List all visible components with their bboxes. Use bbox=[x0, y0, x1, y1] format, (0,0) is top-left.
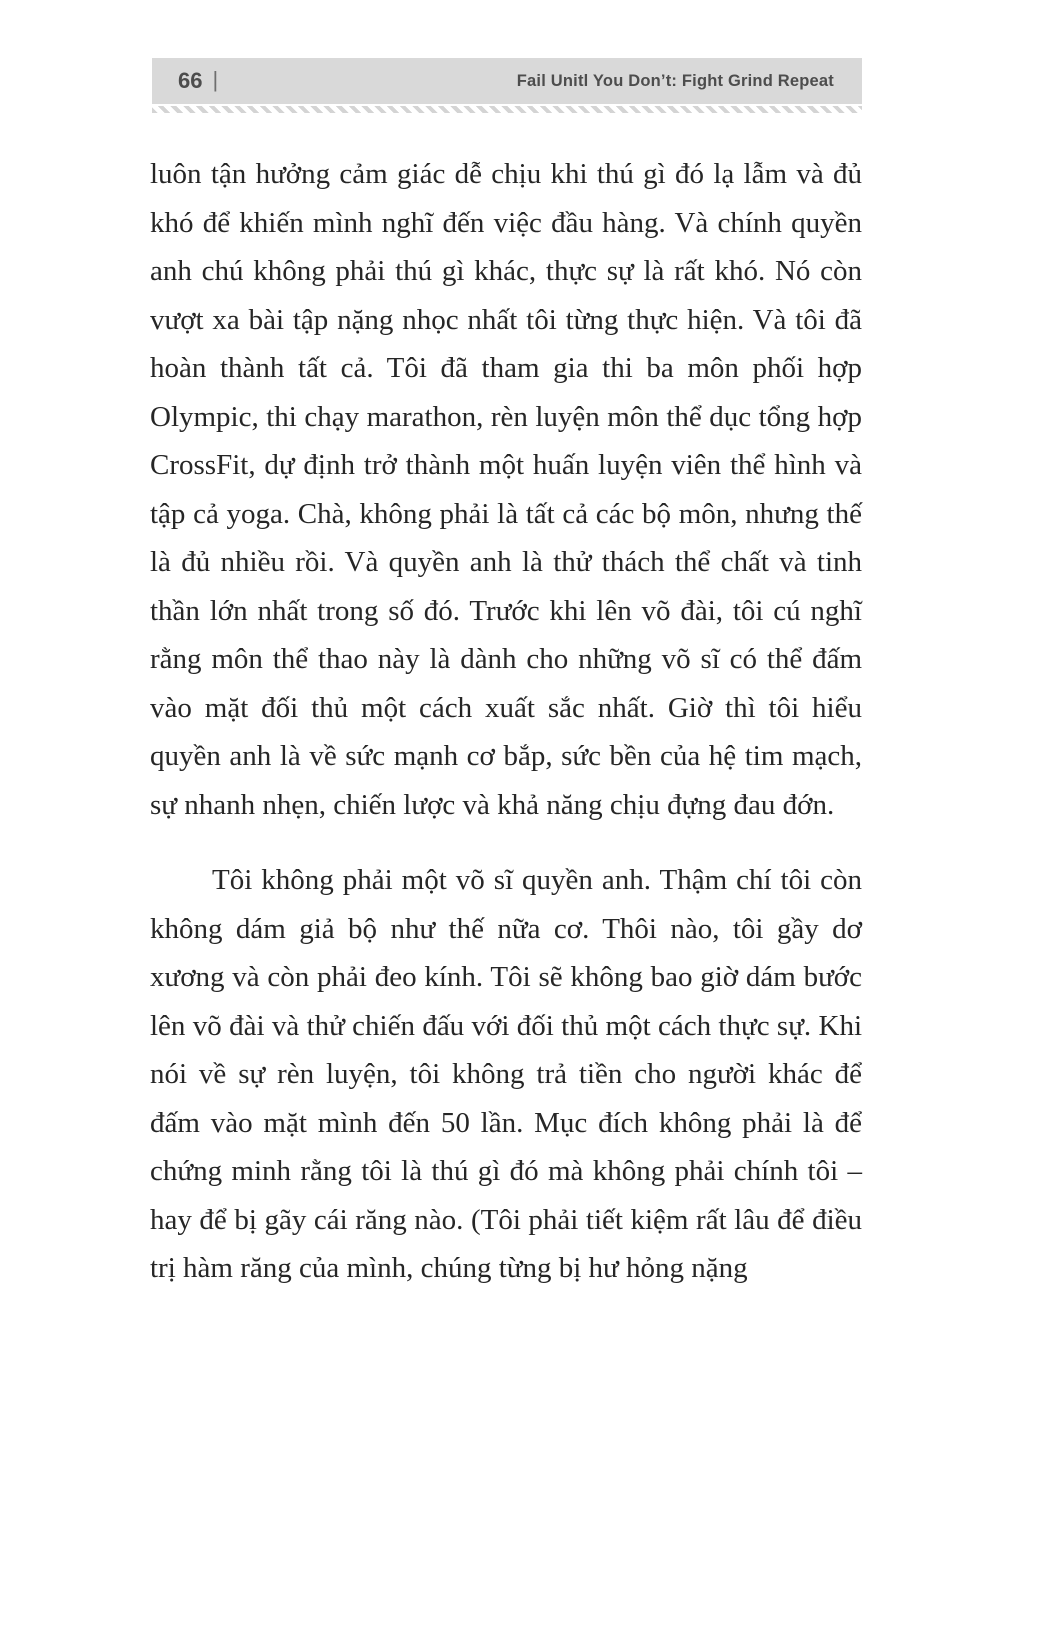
paragraph: luôn tận hưởng cảm giác dễ chịu khi thú gì đó lạ lẫm và đủ khó để khiến mình nghĩ đến việc đầu hàng. Và chính quyền anh chú không phải thú gì khác, thực sự là rất khó. Nó còn vượt xa bài tập nặng nhọc nhất tôi từng thực hiện. Và tôi đã hoàn thành tất cả. Tôi đã tham gia thi ba môn phối hợp Olympic, thi chạy marathon, rèn luyện môn thể dục tổng hợp CrossFit, dự định trở thành một huấn luyện viên thể hình và tập cả yoga. Chà, không phải là tất cả các bộ môn, nhưng thế là đủ nhiều rồi. Và quyền anh là thử thách thể chất và tinh thần lớn nhất trong số đó. Trước khi lên võ đài, tôi cú nghĩ rằng môn thể thao này là dành cho những võ sĩ có thể đấm vào mặt đối thủ một cách xuất sắc nhất. Giờ thì tôi hiểu quyền anh là về sức mạnh cơ bắp, sức bền của hệ tim mạch, sự nhanh nhẹn, chiến lược và khả năng chịu đựng đau đớn. bbox=[150, 158, 862, 821]
body-text bbox=[150, 150, 862, 1293]
page-number-separator: | bbox=[212, 67, 219, 92]
paragraph: Tôi không phải một võ sĩ quyền anh. Thậm chí tôi còn không dám giả bộ như thế nữa cơ. Thôi nào, tôi gầy dơ xương và còn phải đeo kính. Tôi sẽ không bao giờ dám bước lên võ đài và thử chiến đấu với đối thủ một cách thực sự. Khi nói về sự rèn luyện, tôi không trả tiền cho người khác để đấm vào mặt mình đến 50 lần. Mục đích không phải là để chứng minh rằng tôi là thú gì đó mà không phải chính tôi – hay để bị gãy cái răng nào. (Tôi phải tiết kiệm rất lâu để điều trị hàm răng của mình, chúng từng bị hư hỏng nặng bbox=[150, 864, 862, 1284]
page-number bbox=[178, 68, 218, 94]
header-bar bbox=[152, 58, 862, 104]
header-deckle-edge bbox=[152, 106, 862, 113]
running-header bbox=[152, 58, 862, 113]
page-number-value: 66 bbox=[178, 68, 203, 93]
running-title: Fail Unitl You Don’t: Fight Grind Repeat bbox=[516, 71, 834, 90]
